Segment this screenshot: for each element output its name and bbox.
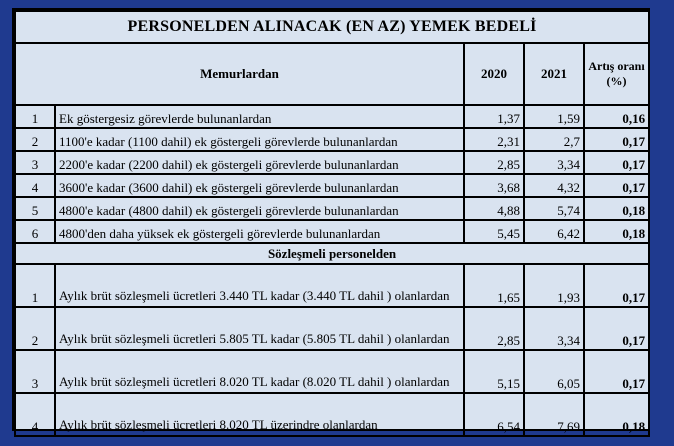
table-row [15,393,649,436]
row-value-2020: 4,88 [464,197,524,220]
row-description: Aylık brüt sözleşmeli ücretleri 3.440 TL kadar (3.440 TL dahil ) olanlardan [55,264,464,307]
memur-rows [15,105,649,243]
row-value-2020: 2,85 [464,307,524,350]
header-year-2020: 2020 [464,43,524,105]
row-rate: 0,18 [584,393,649,436]
row-rate: 0,17 [584,128,649,151]
row-rate: 0,17 [584,264,649,307]
row-value-2020: 1,65 [464,264,524,307]
row-description: 3600'e kadar (3600 dahil) ek göstergeli görevlerde bulunanlardan [55,174,464,197]
row-description: 4800'e kadar (4800 dahil) ek göstergeli görevlerde bulunanlardan [55,197,464,220]
table-row [15,220,649,243]
sozlesmeli-rows [15,264,649,436]
table-row [15,105,649,128]
row-rate: 0,17 [584,350,649,393]
header-memurlardan: Memurlardan [15,43,464,105]
row-description: Aylık brüt sözleşmeli ücretleri 8.020 TL üzerindre olanlardan [55,393,464,436]
row-rate: 0,17 [584,151,649,174]
row-number: 1 [15,105,55,128]
row-value-2020: 3,68 [464,174,524,197]
row-value-2020: 5,15 [464,350,524,393]
row-description: 4800'den daha yüksek ek göstergeli görevlerde bulunanlardan [55,220,464,243]
table-row [15,307,649,350]
row-description: Aylık brüt sözleşmeli ücretleri 5.805 TL kadar (5.805 TL dahil ) olanlardan [55,307,464,350]
row-value-2021: 6,42 [524,220,584,243]
row-rate: 0,17 [584,307,649,350]
row-number: 3 [15,350,55,393]
row-rate: 0,18 [584,197,649,220]
row-description: Ek göstergesiz görevlerde bulunanlardan [55,105,464,128]
row-value-2021: 2,7 [524,128,584,151]
row-value-2021: 3,34 [524,151,584,174]
row-value-2020: 2,31 [464,128,524,151]
row-number: 4 [15,174,55,197]
row-number: 3 [15,151,55,174]
header-year-2021: 2021 [524,43,584,105]
row-value-2021: 7,69 [524,393,584,436]
row-value-2020: 6,54 [464,393,524,436]
row-number: 2 [15,128,55,151]
meal-fee-table [14,10,650,437]
row-value-2021: 1,93 [524,264,584,307]
table-row [15,128,649,151]
row-value-2020: 5,45 [464,220,524,243]
table-row [15,350,649,393]
header-rate: Artış oranı (%) [584,43,649,105]
table-title: PERSONELDEN ALINACAK (EN AZ) YEMEK BEDELİ [15,11,649,43]
row-value-2021: 3,34 [524,307,584,350]
row-rate: 0,18 [584,220,649,243]
row-value-2020: 2,85 [464,151,524,174]
row-value-2021: 1,59 [524,105,584,128]
meal-fee-table-frame [12,8,650,434]
row-number: 6 [15,220,55,243]
row-rate: 0,17 [584,174,649,197]
table-row [15,174,649,197]
row-number: 5 [15,197,55,220]
row-description: 2200'e kadar (2200 dahil) ek göstergeli görevlerde bulunanlardan [55,151,464,174]
row-value-2020: 1,37 [464,105,524,128]
row-number: 2 [15,307,55,350]
row-rate: 0,16 [584,105,649,128]
section-sozlesmeli: Sözleşmeli personelden [15,243,649,264]
row-value-2021: 5,74 [524,197,584,220]
row-description: Aylık brüt sözleşmeli ücretleri 8.020 TL kadar (8.020 TL dahil ) olanlardan [55,350,464,393]
row-number: 4 [15,393,55,436]
row-description: 1100'e kadar (1100 dahil) ek göstergeli görevlerde bulunanlardan [55,128,464,151]
table-row [15,151,649,174]
table-row [15,197,649,220]
table-row [15,264,649,307]
row-value-2021: 4,32 [524,174,584,197]
row-value-2021: 6,05 [524,350,584,393]
row-number: 1 [15,264,55,307]
